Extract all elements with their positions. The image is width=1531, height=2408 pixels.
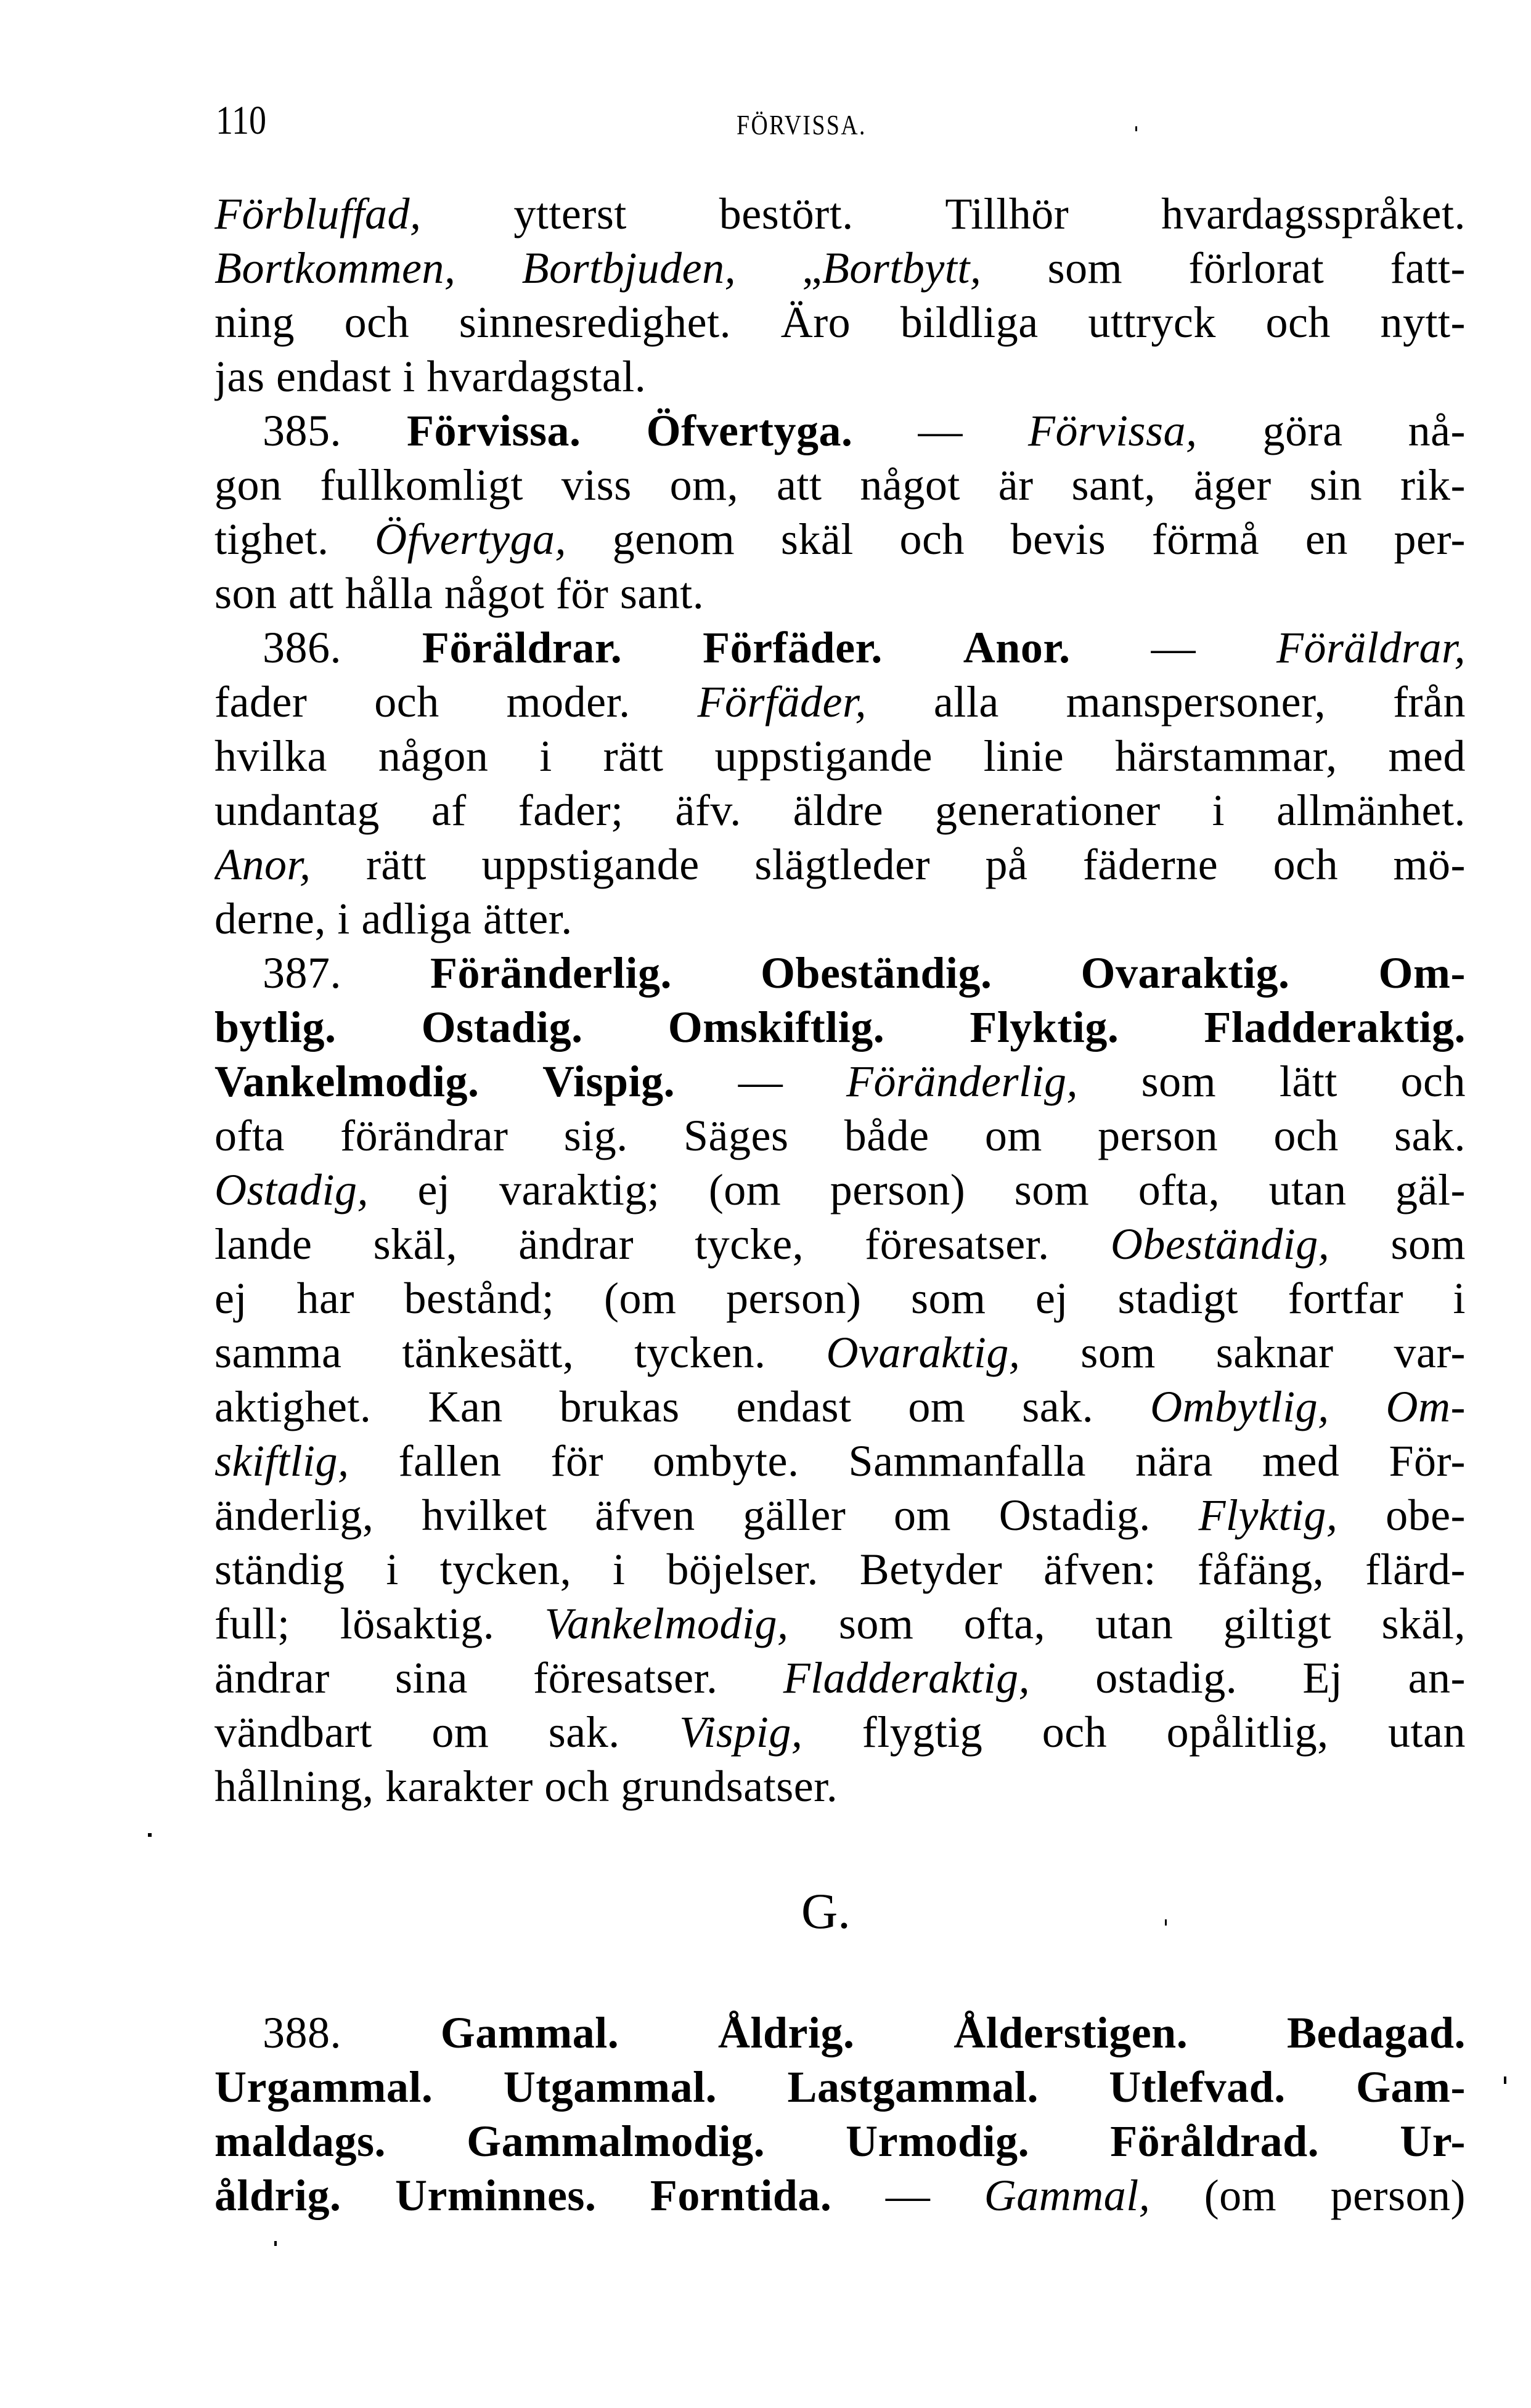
text-run xyxy=(672,948,761,998)
text-line xyxy=(214,2114,1466,2168)
defined-term: Bortbytt, xyxy=(822,243,982,293)
defined-term: Förbluffad, xyxy=(214,189,422,238)
entry-headword: Urgammal. Utgammal. Lastgammal. Utlefvad. Gam- xyxy=(214,2062,1466,2112)
text-run xyxy=(1290,948,1379,998)
entry-headword: Förfäder. xyxy=(703,623,883,672)
entry-headword: Vankelmodig. xyxy=(214,1057,480,1106)
entry-headword: Forntida. xyxy=(650,2171,832,2220)
text-run: ej varaktig; (om person) som ofta, utan gäl- xyxy=(369,1165,1466,1214)
text-run: som xyxy=(1329,1219,1466,1269)
text-run: fallen för ombyte. Sammanfalla nära med För- xyxy=(349,1436,1466,1486)
text-run: „ xyxy=(802,243,822,293)
text-run xyxy=(883,623,963,672)
text-line xyxy=(214,837,1466,892)
text-run: hållning, karakter och grundsatser. xyxy=(214,1762,838,1811)
text-run xyxy=(479,1057,542,1106)
entry-headword: Om- xyxy=(1378,948,1466,998)
print-speck xyxy=(1165,1919,1167,1926)
text-line xyxy=(214,1488,1466,1542)
text-line xyxy=(214,404,1466,458)
text-run: obe- xyxy=(1337,1491,1466,1540)
entry-headword: maldags. Gammalmodig. Urmodig. Föråldrad. Ur- xyxy=(214,2117,1466,2166)
text-line xyxy=(214,620,1466,675)
text-line xyxy=(214,1380,1466,1434)
section-letter-heading: G. xyxy=(801,1883,851,1939)
text-run: som saknar var- xyxy=(1020,1328,1466,1377)
text-run: som lätt och xyxy=(1077,1057,1466,1106)
entry-headword: Ovaraktig. xyxy=(1080,948,1290,998)
text-run: ytterst bestört. Tillhör hvardagsspråket. xyxy=(421,189,1466,238)
text-run: — xyxy=(1070,623,1276,672)
defined-term: Föränderlig, xyxy=(846,1057,1078,1106)
entry-headword: Vispig. xyxy=(542,1057,676,1106)
text-line xyxy=(214,1597,1466,1651)
text-line xyxy=(214,1705,1466,1759)
text-run: undantag af fader; äfv. äldre generationer i allmänhet. xyxy=(214,786,1466,835)
entry-headword: Bedagad. xyxy=(1286,2008,1466,2057)
defined-term: Flyktig, xyxy=(1198,1491,1338,1540)
text-line xyxy=(214,295,1466,349)
print-speck xyxy=(274,2241,277,2246)
entry-headword: Anor. xyxy=(963,623,1071,672)
entry-headword: Förvissa. xyxy=(407,406,581,455)
text-run: son att hålla något för sant. xyxy=(214,569,704,618)
defined-term: Förfäder, xyxy=(697,677,867,726)
text-line xyxy=(214,1217,1466,1271)
print-speck xyxy=(148,1833,152,1837)
defined-term: Vispig, xyxy=(679,1707,803,1757)
text-run: aktighet. Kan brukas endast om sak. xyxy=(214,1382,1151,1431)
text-run: 387. xyxy=(263,948,430,998)
text-line xyxy=(214,2168,1466,2223)
defined-term: Gammal, xyxy=(984,2171,1151,2220)
defined-term: Ombytlig, Om- xyxy=(1150,1382,1466,1431)
text-run xyxy=(596,2171,650,2220)
defined-term: Ovaraktig, xyxy=(826,1328,1021,1377)
text-run: vändbart om sak. xyxy=(214,1707,680,1757)
page-number: 110 xyxy=(216,98,267,143)
text-run: som ofta, utan giltigt skäl, xyxy=(788,1599,1466,1648)
text-line xyxy=(214,946,1466,1000)
entry-headword: Gammal. xyxy=(440,2008,619,2057)
text-run xyxy=(581,406,647,455)
text-run xyxy=(1188,2008,1287,2057)
text-line xyxy=(214,349,1466,404)
text-line xyxy=(214,1108,1466,1163)
text-line xyxy=(214,566,1466,620)
text-line xyxy=(214,1325,1466,1380)
defined-term: Föräldrar, xyxy=(1276,623,1466,672)
entry-headword: Obeständig. xyxy=(760,948,992,998)
text-line xyxy=(214,1271,1466,1325)
text-line xyxy=(214,1434,1466,1488)
text-line xyxy=(214,2060,1466,2114)
text-run: rätt uppstigande slägtleder på fäderne och mö- xyxy=(311,840,1466,889)
page-header xyxy=(0,97,1531,153)
entry-headword: Urminnes. xyxy=(394,2171,597,2220)
text-run: samma tänkesätt, tycken. xyxy=(214,1328,827,1377)
text-run: 388. xyxy=(263,2008,441,2057)
text-run: full; lösaktig. xyxy=(214,1599,545,1648)
text-line xyxy=(214,458,1466,512)
text-run: änderlig, hvilket äfven gäller om Ostadig. xyxy=(214,1491,1199,1540)
text-run: ning och sinnesredighet. Äro bildliga uttryck och nytt- xyxy=(214,298,1466,347)
text-run: flygtig och opålitlig, utan xyxy=(802,1707,1466,1757)
defined-term: skiftlig, xyxy=(214,1436,349,1486)
text-run: — xyxy=(831,2171,984,2220)
text-run: jas endast i hvardagstal. xyxy=(214,352,647,401)
text-line xyxy=(214,892,1466,946)
text-run: tighet. xyxy=(214,515,375,564)
text-run: hvilka någon i rätt uppstigande linie härstammar, med xyxy=(214,731,1466,781)
text-line xyxy=(214,2006,1466,2060)
text-run xyxy=(622,623,703,672)
defined-term: Fladderaktig, xyxy=(783,1653,1031,1702)
text-line xyxy=(214,1163,1466,1217)
text-run: ostadig. Ej an- xyxy=(1030,1653,1466,1702)
defined-term: Förvissa, xyxy=(1028,406,1198,455)
text-line xyxy=(214,1000,1466,1054)
text-run: ofta förändrar sig. Säges både om person och sak. xyxy=(214,1111,1466,1160)
entry-headword: Föräldrar. xyxy=(422,623,623,672)
entry-headword: bytlig. Ostadig. Omskiftlig. Flyktig. Fladderaktig. xyxy=(214,1003,1466,1052)
text-line xyxy=(214,512,1466,566)
text-run: 386. xyxy=(263,623,422,672)
text-run: ändrar sina föresatser. xyxy=(214,1653,783,1702)
print-speck xyxy=(1504,2076,1506,2084)
print-speck xyxy=(1135,126,1137,131)
text-run: genom skäl och bevis förmå en per- xyxy=(566,515,1466,564)
text-run: ej har bestånd; (om person) som ej stadigt fortfar i xyxy=(214,1274,1466,1323)
text-line xyxy=(214,783,1466,837)
text-run xyxy=(854,2008,953,2057)
defined-term: Öfvertyga, xyxy=(375,515,567,564)
entry-headword: Ålderstigen. xyxy=(953,2008,1188,2057)
defined-term: Ostadig, xyxy=(214,1165,369,1214)
text-line xyxy=(214,187,1466,241)
text-run: derne, i adliga ätter. xyxy=(214,894,573,943)
text-run: gon fullkomligt viss om, att något är sant, äger sin rik- xyxy=(214,460,1466,510)
text-run: — xyxy=(852,406,1029,455)
text-run: (om person) xyxy=(1150,2171,1466,2220)
text-line xyxy=(214,1651,1466,1705)
entry-headword: Föränderlig. xyxy=(430,948,672,998)
defined-term: Anor, xyxy=(214,840,311,889)
text-run xyxy=(341,2171,395,2220)
defined-term: Obeständig, xyxy=(1110,1219,1330,1269)
text-run: fader och moder. xyxy=(214,677,698,726)
text-line xyxy=(214,1054,1466,1108)
entry-headword: Öfvertyga. xyxy=(646,406,853,455)
text-line xyxy=(214,241,1466,295)
text-run: som förlorat fatt- xyxy=(981,243,1466,293)
text-run: ständig i tycken, i böjelser. Betyder äfven: fåfäng, flärd- xyxy=(214,1545,1466,1594)
text-run xyxy=(992,948,1081,998)
running-head: FÖRVISSA. xyxy=(737,109,867,140)
text-line xyxy=(214,1542,1466,1597)
entry-headword: åldrig. xyxy=(214,2171,341,2220)
defined-term: Bortkommen, Bortbjuden, xyxy=(214,243,802,293)
text-line xyxy=(214,729,1466,783)
text-run: alla manspersoner, från xyxy=(866,677,1466,726)
defined-term: Vankelmodig, xyxy=(544,1599,789,1648)
text-run: lande skäl, ändrar tycke, föresatser. xyxy=(214,1219,1111,1269)
text-line xyxy=(214,675,1466,729)
text-run xyxy=(619,2008,718,2057)
text-run: göra nå- xyxy=(1197,406,1466,455)
text-line xyxy=(214,1759,1466,1813)
text-run: — xyxy=(675,1057,846,1106)
entry-headword: Åldrig. xyxy=(717,2008,855,2057)
text-run: 385. xyxy=(263,406,407,455)
